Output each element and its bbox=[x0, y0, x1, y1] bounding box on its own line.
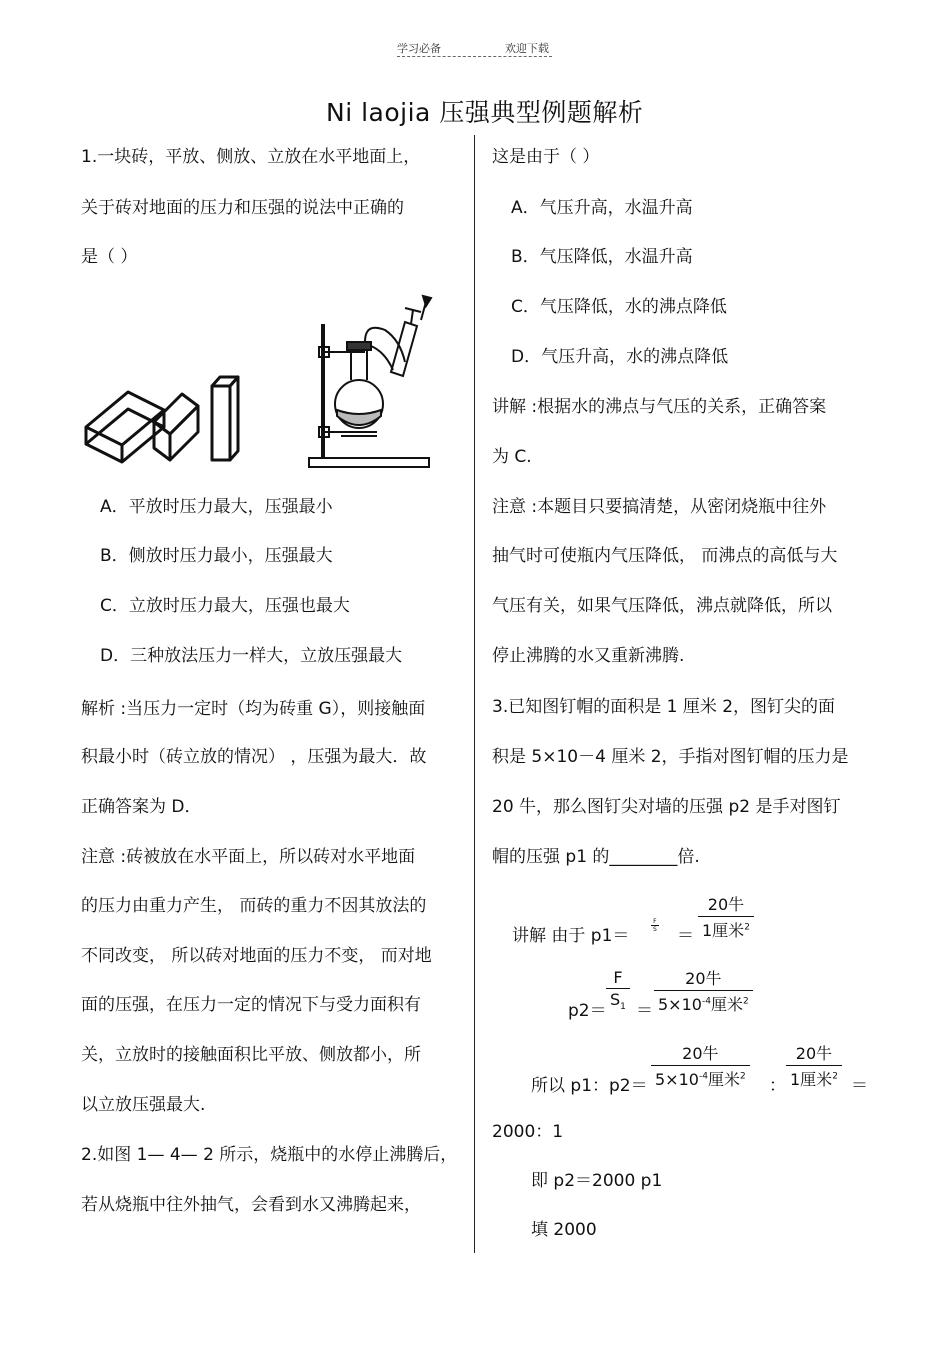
superscript: 2 bbox=[744, 922, 750, 933]
q1-note-line: 以立放压强最大. bbox=[81, 1095, 206, 1115]
q2-continuation: 这是由于（ ） bbox=[492, 147, 600, 167]
equals-sign: ＝ bbox=[636, 1001, 653, 1021]
tiny-fraction-f-over-s: $\frac{F}{S}$ bbox=[653, 918, 657, 933]
q1-option-a: A．平放时压力最大，压强最小 bbox=[100, 497, 333, 517]
bricks-figure bbox=[82, 372, 247, 467]
denominator-text: 5×10 bbox=[658, 995, 702, 1014]
colon-sign: ： bbox=[769, 1076, 786, 1096]
superscript: 2 bbox=[742, 996, 749, 1007]
q2-explain-line: 为 C. bbox=[492, 447, 532, 467]
q1-note-line: 注意 :砖被放在水平面上，所以砖对水平地面 bbox=[81, 847, 416, 867]
fraction-20n-over-1cm2: 20牛 1厘米$^2$ bbox=[698, 892, 754, 941]
superscript: -4 bbox=[701, 996, 711, 1007]
q1-line: 是（ ） bbox=[81, 247, 138, 267]
formula-p1-label: 讲解 由于 p1＝ bbox=[512, 926, 630, 946]
q1-option-b: B．侧放时压力最小，压强最大 bbox=[100, 546, 333, 566]
q1-option-c: C．立放时压力最大，压强也最大 bbox=[100, 596, 350, 616]
q2-note-line: 抽气时可使瓶内气压降低， 而沸点的高低与大 bbox=[492, 546, 838, 566]
fraction-20n-over-5e-4cm2: 20牛 $5\times 10^{-4}$厘米$^2$ bbox=[651, 1041, 750, 1090]
q2-note-line: 气压有关，如果气压降低，沸点就降低，所以 bbox=[492, 596, 832, 616]
subscript: 1 bbox=[620, 1002, 626, 1013]
q3-line: 20 牛，那么图钉尖对墙的压强 p2 是手对图钉 bbox=[492, 797, 841, 817]
denominator-text: 1厘米 bbox=[790, 1070, 833, 1089]
superscript: -4 bbox=[698, 1071, 708, 1082]
q2-line: 若从烧瓶中往外抽气，会看到水又沸腾起来， bbox=[81, 1195, 421, 1215]
q2-line: 2.如图 1— 4— 2 所示，烧瓶中的水停止沸腾后， bbox=[81, 1145, 458, 1165]
q3-line: 帽的压强 p1 的________倍. bbox=[492, 847, 700, 867]
header-underline bbox=[397, 56, 552, 57]
equals-sign: ＝ bbox=[851, 1076, 868, 1096]
ratio-result: 2000：1 bbox=[492, 1122, 564, 1142]
header-right: 欢迎下载 bbox=[505, 42, 549, 55]
equals-sign: ＝ bbox=[677, 926, 694, 946]
denominator-text: 1厘米 bbox=[702, 921, 745, 940]
formula-ratio-label: 所以 p1：p2＝ bbox=[531, 1076, 648, 1096]
q1-analysis-line: 解析 :当压力一定时（均为砖重 G），则接触面 bbox=[81, 699, 426, 719]
q2-option-d: D．气压升高，水的沸点降低 bbox=[511, 347, 729, 367]
q2-note-line: 注意 :本题目只要搞清楚，从密闭烧瓶中往外 bbox=[492, 497, 827, 517]
superscript: 2 bbox=[739, 1071, 746, 1082]
denominator-text: S bbox=[610, 990, 621, 1009]
q1-note-line: 不同改变， 所以砖对地面的压力不变， 而对地 bbox=[81, 946, 432, 966]
q1-note-line: 的压力由重力产生， 而砖的重力不因其放法的 bbox=[81, 896, 427, 916]
page-title: Ni laojia 压强典型例题解析 bbox=[326, 98, 644, 127]
fraction-f-over-s1: $\frac{F}{S_1}$ bbox=[606, 968, 630, 1012]
fill-answer: 填 2000 bbox=[531, 1220, 597, 1240]
flask-apparatus-figure bbox=[305, 292, 440, 470]
q2-explain-line: 讲解 :根据水的沸点与气压的关系，正确答案 bbox=[492, 397, 827, 417]
q1-analysis-line: 正确答案为 D． bbox=[81, 797, 202, 817]
fraction-20n-over-1cm2: 20牛 1厘米$^2$ bbox=[786, 1041, 842, 1090]
q1-analysis-line: 积最小时（砖立放的情况） ，压强为最大．故 bbox=[81, 747, 427, 767]
formula-p2-label: p2＝ bbox=[568, 1001, 607, 1021]
q2-option-a: A．气压升高，水温升高 bbox=[511, 198, 693, 218]
q2-option-c: C．气压降低，水的沸点降低 bbox=[511, 297, 727, 317]
q3-line: 积是 5×10－4 厘米 2，手指对图钉帽的压力是 bbox=[492, 747, 849, 767]
q1-line: 1.一块砖，平放、侧放、立放在水平地面上， bbox=[81, 147, 421, 167]
column-divider bbox=[474, 135, 475, 1253]
final-result: 即 p2＝2000 p1 bbox=[531, 1171, 663, 1191]
denominator-unit: 厘米 bbox=[710, 995, 743, 1014]
q1-line: 关于砖对地面的压力和压强的说法中正确的 bbox=[81, 198, 404, 218]
denominator-text: 5×10 bbox=[655, 1070, 699, 1089]
superscript: 2 bbox=[832, 1071, 838, 1082]
header-left: 学习必备 bbox=[397, 42, 441, 55]
fraction-20n-over-5e-4cm2: 20牛 $5\times 10^{-4}$厘米$^2$ bbox=[654, 966, 753, 1015]
q2-option-b: B．气压降低，水温升高 bbox=[511, 247, 693, 267]
q1-note-line: 面的压强，在压力一定的情况下与受力面积有 bbox=[81, 995, 421, 1015]
q1-option-d: D．三种放法压力一样大，立放压强最大 bbox=[100, 646, 403, 666]
q2-note-line: 停止沸腾的水又重新沸腾. bbox=[492, 646, 685, 666]
denominator-unit: 厘米 bbox=[707, 1070, 740, 1089]
q1-note-line: 关，立放时的接触面积比平放、侧放都小，所 bbox=[81, 1045, 421, 1065]
q3-line: 3.已知图钉帽的面积是 1 厘米 2，图钉尖的面 bbox=[492, 697, 836, 717]
